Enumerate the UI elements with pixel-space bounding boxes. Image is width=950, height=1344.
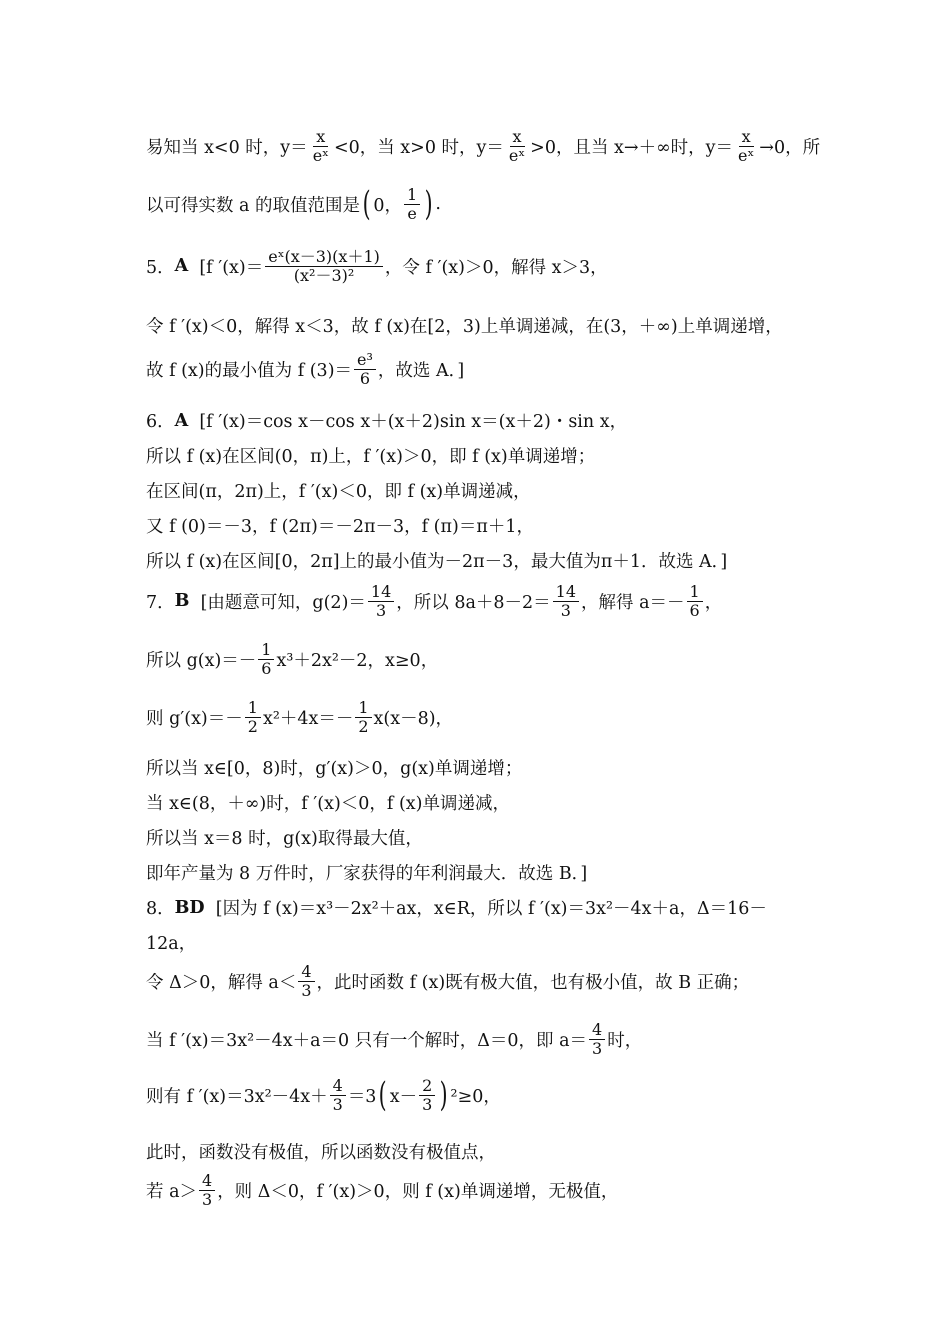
fraction: $\frac{x}{\text{eˣ}}$: [508, 127, 526, 165]
fraction: $\frac{x}{\text{eˣ}}$: [738, 127, 755, 165]
text-line: 则 g′(x)＝－ $\frac{1}{2}$ x²＋4x＝－ $\frac{1}{2}$ x(x－8)，: [146, 698, 454, 736]
fraction: $\frac{1}{6}$: [258, 641, 274, 677]
fraction: $\frac{1}{2}$: [355, 699, 371, 735]
fraction: $\frac{4}{3}$: [330, 1077, 346, 1113]
right-paren: ): [439, 1075, 448, 1116]
fraction: $\frac{\text{e³}}{6}$: [354, 351, 376, 387]
fraction: $\frac{2}{3}$: [419, 1077, 435, 1113]
text-line: 易知当 x<0 时，y＝ $\frac{x}{\text{eˣ}}$ <0，当 x>0 时，y＝ $\frac{x}{\text{eˣ}}$ >0，且当 x→＋∞时，y＝ $\frac{x}{\text{eˣ}}$ →0，所: [146, 127, 821, 165]
text-line: 7． B [由题意可知，g(2)＝ $\frac{14}{3}$ ，所以 8a＋8－2＝ $\frac{14}{3}$ ，解得 a＝－ $\frac{1}{6}$ ，: [146, 582, 723, 620]
text-line: 当 x∈(8，＋∞)时，f ′(x)＜0，f (x)单调递减，: [146, 794, 510, 814]
left-paren: (: [362, 184, 371, 225]
text-line: 5． A [f ′(x)＝ $\frac{\text{eˣ(x－3)(x＋1)}}{\text{(x²－3)²}}$ ，令 f ′(x)＞0，解得 x＞3，: [146, 247, 608, 285]
text-line: 所以当 x＝8 时，g(x)取得最大值，: [146, 829, 423, 849]
fraction: $\frac{1}{6}$: [687, 583, 703, 619]
text-line: 所以 g(x)＝－ $\frac{1}{6}$ x³＋2x²－2，x≥0，: [146, 640, 439, 678]
text-line: 令 f ′(x)＜0，解得 x＜3，故 f (x)在[2，3)上单调递减，在(3，＋∞)上单调递增，: [146, 317, 783, 337]
text-line: 又 f (0)＝－3，f (2π)＝－2π－3，f (π)＝π＋1，: [146, 517, 534, 537]
text-line: 若 a＞ $\frac{4}{3}$ ，则 Δ＜0，f ′(x)＞0，则 f (x)单调递增，无极值，: [146, 1171, 619, 1209]
text-line: 以可得实数 a 的取值范围是 ( 0， $\frac{1}{e}$ ) .: [146, 184, 441, 225]
text-line: 所以 f (x)在区间(0，π)上，f ′(x)＞0，即 f (x)单调递增；: [146, 447, 596, 467]
text-line: 在区间(π，2π)上，f ′(x)＜0，即 f (x)单调递减，: [146, 482, 531, 502]
fraction: $\frac{1}{e}$: [404, 186, 420, 222]
text-line: 8． BD [因为 f (x)＝x³－2x²＋ax，x∈R，所以 f ′(x)＝3x²－4x＋a，Δ＝16－: [146, 897, 767, 919]
text-line: 所以 f (x)在区间[0，2π]上的最小值为－2π－3，最大值为π＋1．故选 A．]: [146, 552, 728, 572]
text-line: 6． A [f ′(x)＝cos x－cos x＋(x＋2)sin x＝(x＋2)・sin x，: [146, 410, 628, 432]
right-paren: ): [424, 184, 433, 225]
text-line: 则有 f ′(x)＝3x²－4x＋ $\frac{4}{3}$ ＝3 ( x－ $\frac{2}{3}$ ) ²≥0，: [146, 1075, 501, 1116]
text-line: 令 Δ＞0，解得 a＜ $\frac{4}{3}$ ，此时函数 f (x)既有极大值，也有极小值，故 B 正确；: [146, 962, 750, 1000]
text-line: 12a，: [146, 934, 197, 954]
text-line: 所以当 x∈[0，8)时，g′(x)＞0，g(x)单调递增；: [146, 759, 523, 779]
fraction: $\frac{1}{2}$: [245, 699, 261, 735]
text-line: 故 f (x)的最小值为 f (3)＝ $\frac{\text{e³}}{6}$ ，故选 A．]: [146, 350, 465, 388]
text-line: 当 f ′(x)＝3x²－4x＋a＝0 只有一个解时，Δ＝0，即 a＝ $\frac{4}{3}$ 时，: [146, 1020, 643, 1058]
left-paren: (: [379, 1075, 388, 1116]
text-line: 即年产量为 8 万件时，厂家获得的年利润最大．故选 B．]: [146, 864, 588, 884]
fraction: $\frac{4}{3}$: [589, 1021, 605, 1057]
fraction: $\frac{4}{3}$: [199, 1172, 215, 1208]
fraction: $\frac{x}{\text{eˣ}}$: [312, 127, 329, 165]
fraction: $\frac{14}{3}$: [368, 583, 394, 619]
fraction: $\frac{14}{3}$: [553, 583, 579, 619]
text-line: 此时，函数没有极值，所以函数没有极值点，: [146, 1143, 496, 1163]
fraction: $\frac{\text{eˣ(x－3)(x＋1)}}{\text{(x²－3)²}}$: [265, 248, 383, 284]
fraction: $\frac{4}{3}$: [298, 963, 314, 999]
